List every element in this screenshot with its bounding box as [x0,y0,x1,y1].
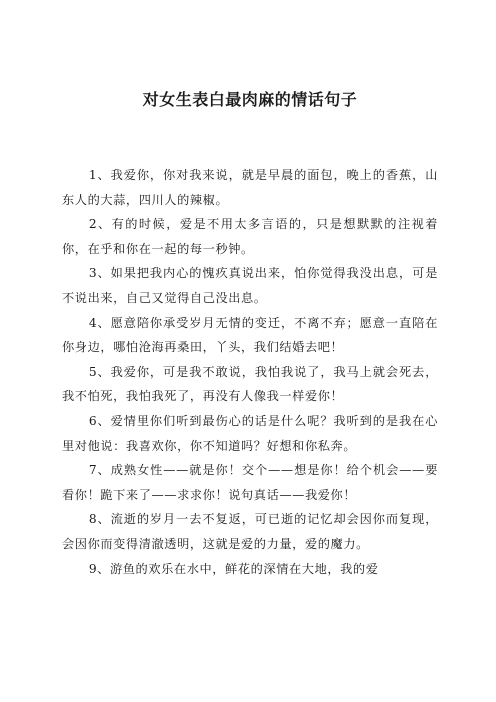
paragraph: 9、游鱼的欢乐在水中，鲜花的深情在大地，我的爱 [88,561,379,576]
paragraph: 6、爱情里你们听到最伤心的话是什么呢？我听到的是我在心里对他说：我喜欢你，你不知道吗？好想和你私奔。 [62,413,438,453]
document-title: 对女生表白最肉麻的情话句子 [142,90,358,109]
paragraph: 1、我爱你，你对我来说，就是早晨的面包，晚上的香蕉，山东人的大蒜，四川人的辣椒。 [62,168,438,207]
paragraph: 3、如果把我内心的愧疚真说出来，怕你觉得我没出息，可是不说出来，自己又觉得自己没出息。 [62,266,438,305]
paragraph: 2、有的时候，爱是不用太多言语的，只是想默默的注视着你，在乎和你在一起的每一秒钟。 [62,217,438,256]
paragraph: 7、成熟女性——就是你！交个——想是你！给个机会——要看你！跪下来了——求求你！说句真话——我爱你！ [62,463,438,502]
document-body [62,163,438,581]
paragraph: 4、愿意陪你承受岁月无情的变迁，不离不弃；愿意一直陪在你身边，哪怕沧海再桑田，丫头，我们结婚去吧！ [62,315,438,355]
paragraph: 5、我爱你，可是我不敢说，我怕我说了，我马上就会死去，我不怕死，我怕我死了，再没有人像我一样爱你！ [62,364,438,404]
paragraph: 8、流逝的岁月一去不复返，可已逝的记忆却会因你而复现，会因你而变得清澈透明，这就是爱的力量，爱的魔力。 [62,512,438,551]
